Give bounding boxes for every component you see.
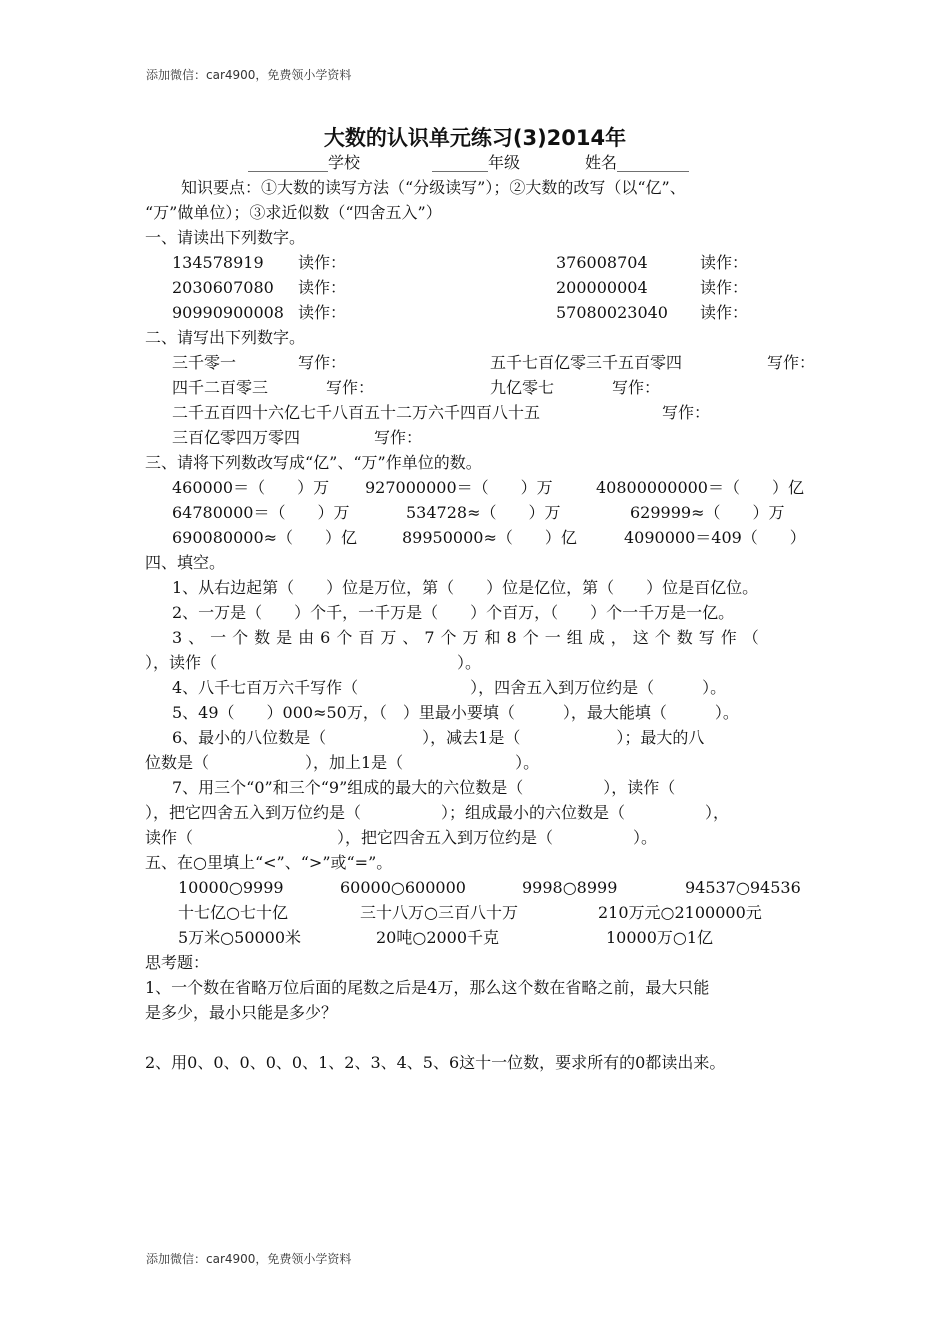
write-label: 写作： <box>662 403 711 422</box>
compare-item: 三十八万○三百八十万 <box>360 903 518 922</box>
compare-item: 20吨○2000千克 <box>376 928 500 947</box>
write-label: 写作： <box>612 378 661 397</box>
compare-item: 94537○94536 <box>685 878 801 897</box>
page-title: 大数的认识单元练习(3)2014年 <box>323 126 627 150</box>
page-header: 添加微信：car4900，免费领小学资料 <box>146 68 352 82</box>
number-item: 134578919 <box>172 253 264 272</box>
word-number-item: 三千零一 <box>172 353 237 372</box>
write-label: 写作： <box>326 378 375 397</box>
read-label: 读作： <box>700 253 749 272</box>
read-label: 读作： <box>700 278 749 297</box>
think-question: 1、一个数在省略万位后面的尾数之后是4万，那么这个数在省略之前，最大只能 <box>145 978 710 997</box>
fill-question: ），读作（ ）。 <box>145 653 482 672</box>
number-item: 200000004 <box>556 278 648 297</box>
convert-item: 40800000000＝（ ）亿 <box>596 478 804 497</box>
think-question: 是多少，最小只能是多少？ <box>145 1003 338 1022</box>
fill-question: 1、从右边起第（ ）位是万位，第（ ）位是亿位，第（ ）位是百亿位。 <box>172 578 759 597</box>
number-item: 90990900008 <box>172 303 284 322</box>
read-label: 读作： <box>298 253 347 272</box>
section-heading: 四、填空。 <box>145 553 226 572</box>
fill-question: 位数是（ ），加上1是（ ）。 <box>145 753 540 772</box>
section-heading: 五、在○里填上“<”、“>”或“=”。 <box>145 853 393 872</box>
write-label: 写作： <box>298 353 347 372</box>
read-label: 读作： <box>298 278 347 297</box>
number-item: 57080023040 <box>556 303 668 322</box>
fill-question: 4、八千七百万六千写作（ ），四舍五入到万位约是（ ）。 <box>172 678 727 697</box>
fill-question: 7、用三个“0”和三个“9”组成的最大的六位数是（ ），读作（ <box>172 778 676 797</box>
name-field: 姓名_________ <box>585 153 690 172</box>
compare-item: 9998○8999 <box>522 878 618 897</box>
compare-item: 5万米○50000米 <box>178 928 302 947</box>
compare-item: 10000万○1亿 <box>606 928 714 947</box>
convert-item: 89950000≈（ ）亿 <box>402 528 577 547</box>
compare-item: 10000○9999 <box>178 878 284 897</box>
section-heading: 三、请将下列数改写成“亿”、“万”作单位的数。 <box>145 453 482 472</box>
convert-item: 460000＝（ ）万 <box>172 478 330 497</box>
grade-field: _______年级 <box>432 153 521 172</box>
knowledge-points-line: 知识要点：①大数的读写方法（“分级读写”）；②大数的改写（以“亿”、 <box>181 178 686 197</box>
fill-question: 读作（ ），把它四舍五入到万位约是（ ）。 <box>145 828 658 847</box>
word-number-item: 四千二百零三 <box>172 378 269 397</box>
convert-item: 690080000≈（ ）亿 <box>172 528 358 547</box>
section-heading: 一、请读出下列数字。 <box>145 228 306 247</box>
convert-item: 927000000＝（ ）万 <box>365 478 553 497</box>
compare-item: 十七亿○七十亿 <box>178 903 288 922</box>
section-heading: 思考题： <box>145 953 210 972</box>
fill-question: 6、最小的八位数是（ ），减去1是（ ）；最大的八 <box>172 728 705 747</box>
think-question: 2、用0、0、0、0、0、1、2、3、4、5、6这十一位数，要求所有的0都读出来。 <box>145 1053 726 1072</box>
knowledge-points-line: “万”做单位）；③求近似数（“四舍五入”） <box>145 203 442 222</box>
convert-item: 64780000＝（ ）万 <box>172 503 350 522</box>
word-number-item: 五千七百亿零三千五百零四 <box>490 353 683 372</box>
fill-question: 2、一万是（ ）个千，一千万是（ ）个百万，（ ）个一千万是一亿。 <box>172 603 735 622</box>
word-number-item: 三百亿零四万零四 <box>172 428 301 447</box>
read-label: 读作： <box>700 303 749 322</box>
word-number-item: 九亿零七 <box>490 378 555 397</box>
convert-item: 534728≈（ ）万 <box>406 503 561 522</box>
fill-question: 5、49（ ）000≈50万，（ ）里最小要填（ ），最大能填（ ）。 <box>172 703 739 722</box>
number-item: 376008704 <box>556 253 648 272</box>
read-label: 读作： <box>298 303 347 322</box>
word-number-item: 二千五百四十六亿七千八百五十二万六千四百八十五 <box>172 403 541 422</box>
convert-item: 629999≈（ ）万 <box>630 503 785 522</box>
compare-item: 60000○600000 <box>340 878 466 897</box>
number-item: 2030607080 <box>172 278 274 297</box>
fill-question: 3、一个数是由6个百万、7个万和8个一组成，这个数写作（ <box>172 628 765 647</box>
school-field: __________学校 <box>248 153 361 172</box>
write-label: 写作： <box>767 353 816 372</box>
fill-question: ），把它四舍五入到万位约是（ ）；组成最小的六位数是（ ）， <box>145 803 730 822</box>
convert-item: 4090000＝409（ ） <box>624 528 806 547</box>
page-footer: 添加微信：car4900，免费领小学资料 <box>146 1252 352 1266</box>
write-label: 写作： <box>374 428 423 447</box>
section-heading: 二、请写出下列数字。 <box>145 328 306 347</box>
compare-item: 210万元○2100000元 <box>598 903 762 922</box>
